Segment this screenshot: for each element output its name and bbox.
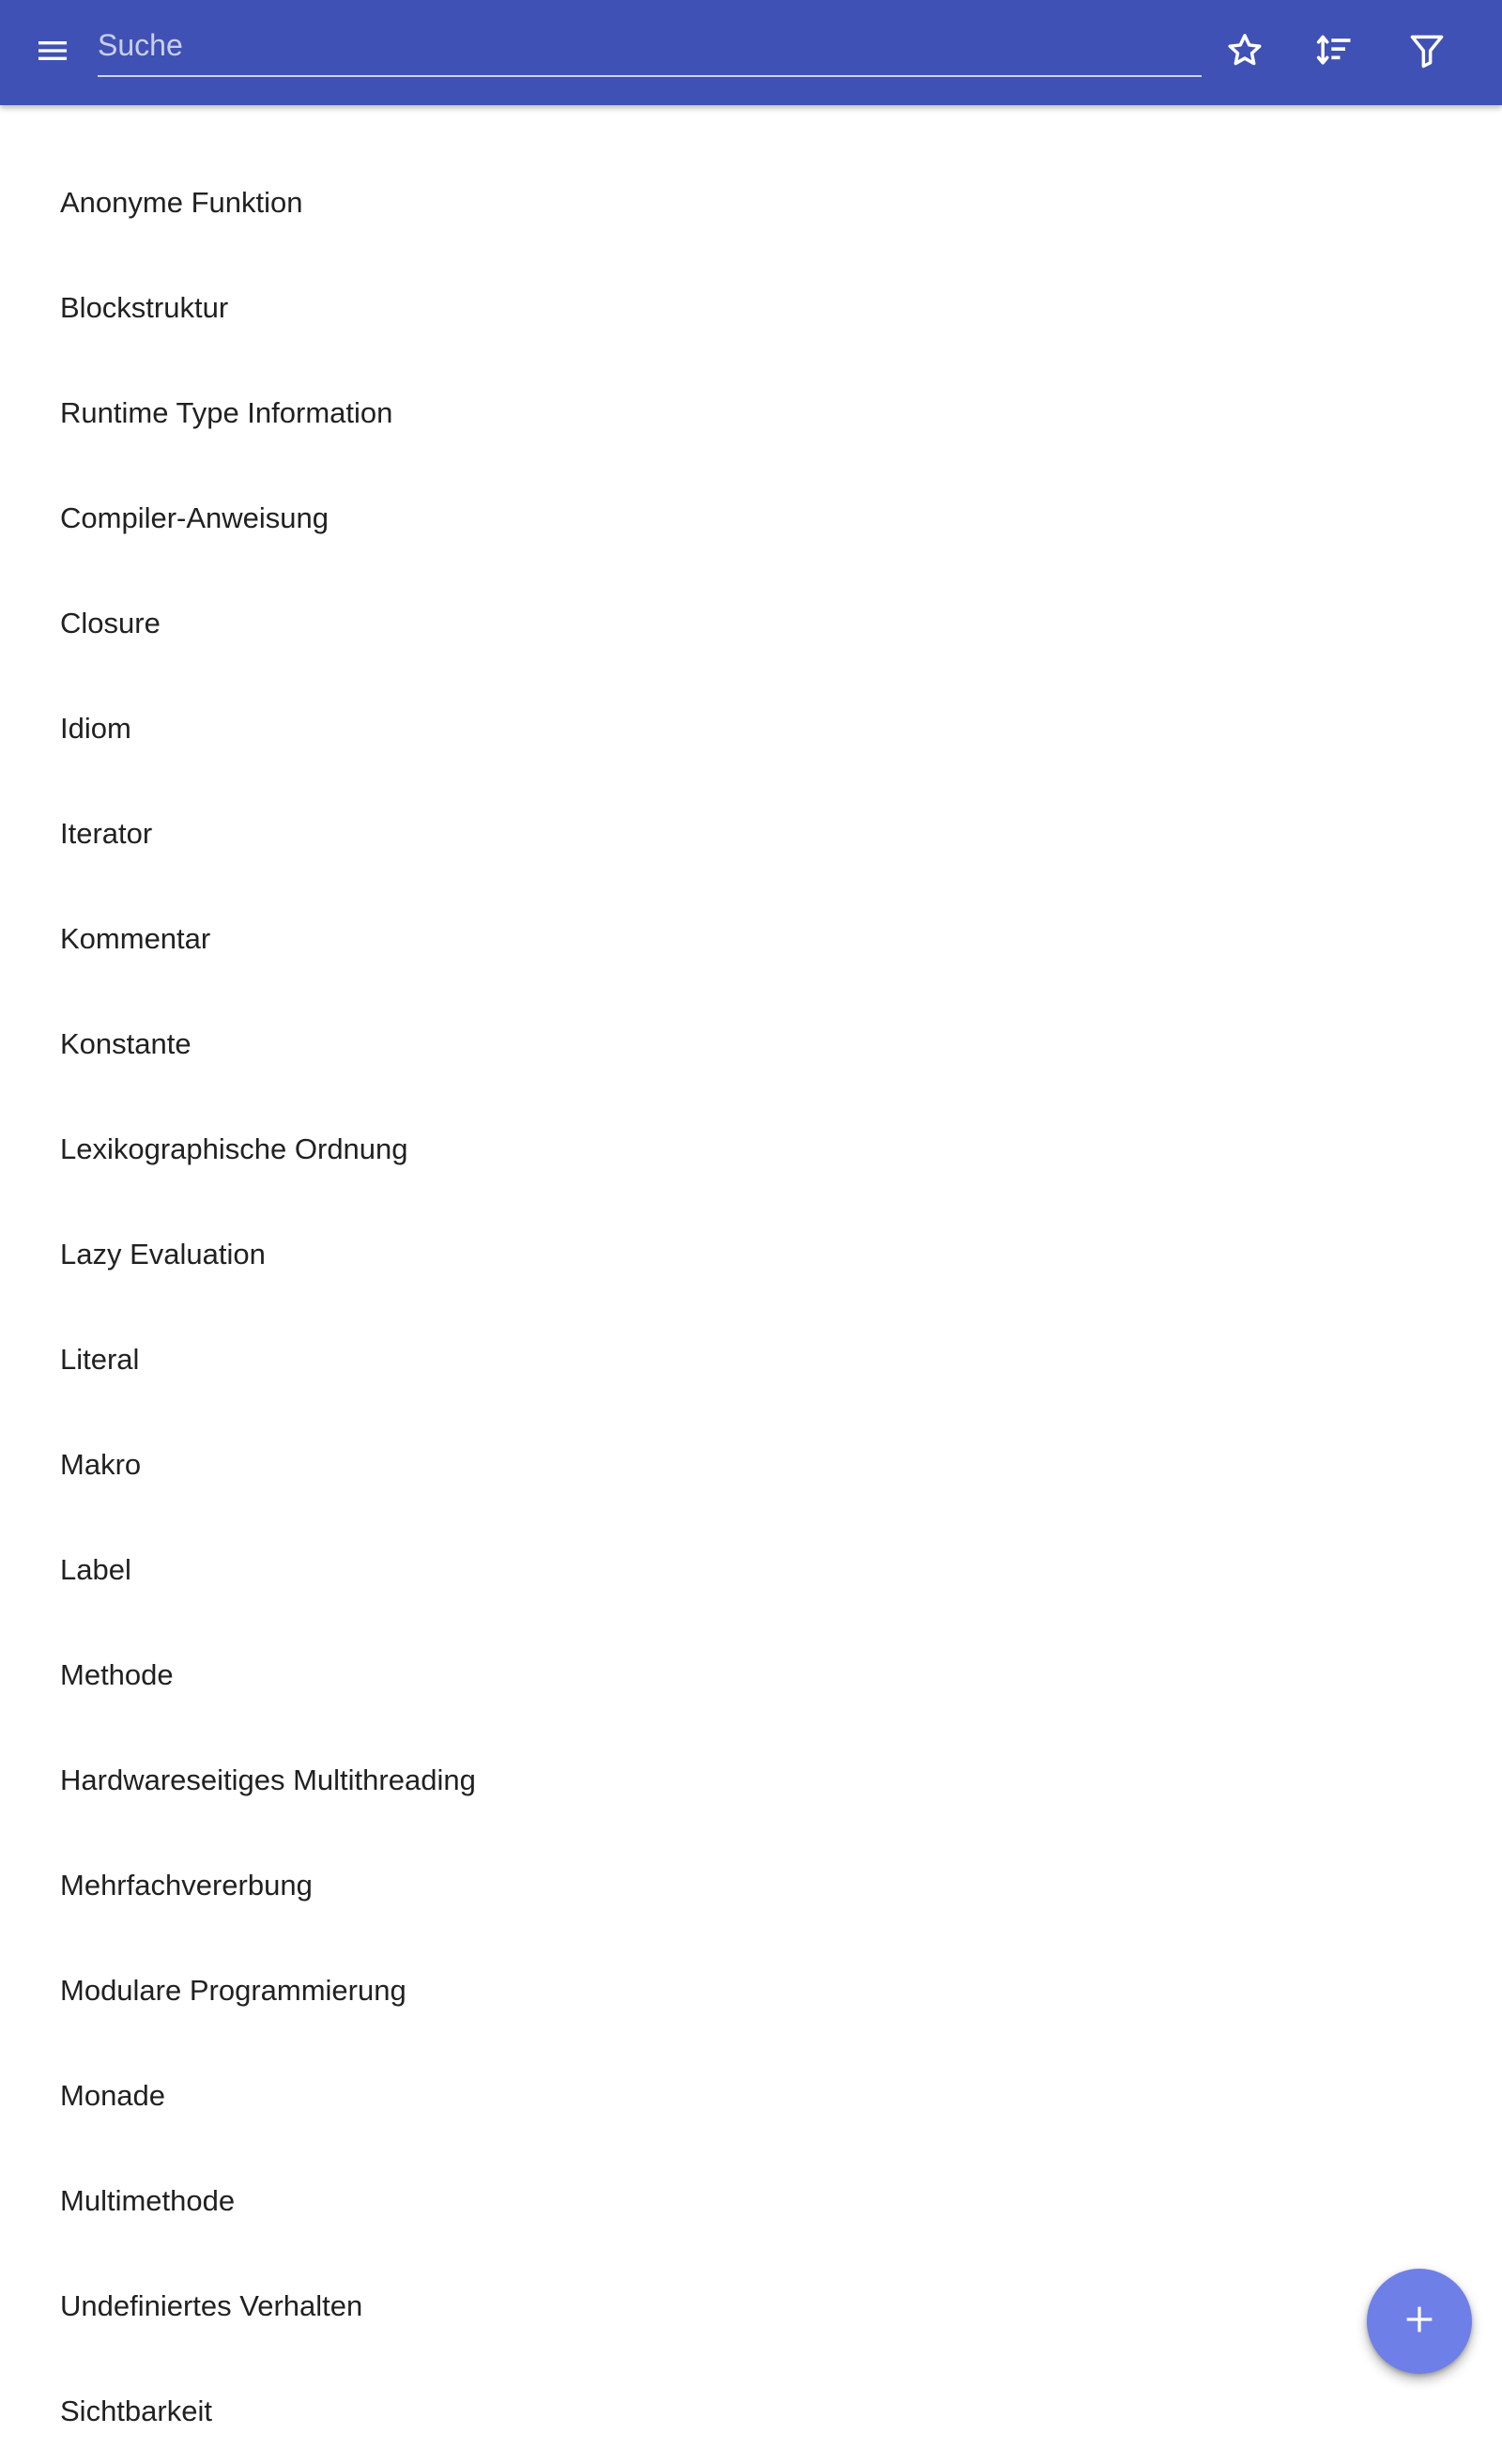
list-item-label: Sichtbarkeit xyxy=(60,2395,212,2427)
menu-icon xyxy=(34,32,71,74)
list-item[interactable] xyxy=(0,2148,1502,2254)
list-item-label: Closure xyxy=(60,607,161,639)
list-item-label: Methode xyxy=(60,1658,174,1691)
star-outline-icon xyxy=(1224,30,1265,76)
list-item[interactable] xyxy=(0,1517,1502,1623)
list-item-label: Kommentar xyxy=(60,922,211,955)
search-input[interactable] xyxy=(98,17,1202,73)
list-item[interactable] xyxy=(0,781,1502,886)
add-button[interactable] xyxy=(1367,2269,1472,2374)
list-item-label: Undefiniertes Verhalten xyxy=(60,2289,363,2322)
list-item[interactable] xyxy=(0,886,1502,992)
list-item-label: Literal xyxy=(60,1343,140,1376)
plus-icon xyxy=(1401,2301,1438,2343)
list-item-label: Runtime Type Information xyxy=(60,396,393,429)
list-item-label: Makro xyxy=(60,1448,142,1481)
list-item[interactable] xyxy=(0,150,1502,255)
list-item[interactable] xyxy=(0,2043,1502,2148)
list-item[interactable] xyxy=(0,1728,1502,1833)
list-item-label: Lazy Evaluation xyxy=(60,1238,266,1270)
list-item[interactable] xyxy=(0,255,1502,361)
app-bar xyxy=(0,0,1502,105)
list-item-label: Lexikographische Ordnung xyxy=(60,1132,408,1165)
list-item-label: Idiom xyxy=(60,712,131,745)
list-item-label: Konstante xyxy=(60,1027,192,1060)
menu-button[interactable] xyxy=(23,23,83,83)
list-item[interactable] xyxy=(0,1097,1502,1202)
list-item[interactable] xyxy=(0,1623,1502,1728)
term-list xyxy=(0,105,1502,2427)
sort-button[interactable] xyxy=(1305,23,1365,83)
list-item[interactable] xyxy=(0,676,1502,781)
list-item[interactable] xyxy=(0,1833,1502,1938)
list-item[interactable] xyxy=(0,1938,1502,2043)
favorites-button[interactable] xyxy=(1215,23,1275,83)
list-item[interactable] xyxy=(0,361,1502,466)
list-item-label: Anonyme Funktion xyxy=(60,186,303,219)
list-item[interactable] xyxy=(0,1307,1502,1412)
list-item[interactable] xyxy=(0,571,1502,676)
list-item-label: Iterator xyxy=(60,817,153,850)
list-item-label: Hardwareseitiges Multithreading xyxy=(60,1763,476,1796)
list-item[interactable] xyxy=(0,1412,1502,1517)
list-item-label: Mehrfachvererbung xyxy=(60,1869,313,1902)
list-item-label: Monade xyxy=(60,2079,166,2112)
search-field xyxy=(98,17,1202,77)
list-item-label: Multimethode xyxy=(60,2184,236,2217)
sort-icon xyxy=(1314,30,1356,76)
filter-button[interactable] xyxy=(1397,23,1457,83)
list-item-label: Label xyxy=(60,1553,131,1586)
list-item[interactable] xyxy=(0,992,1502,1097)
list-item[interactable] xyxy=(0,2359,1502,2464)
list-item[interactable] xyxy=(0,2254,1502,2359)
list-item-label: Blockstruktur xyxy=(60,291,229,324)
list-item[interactable] xyxy=(0,466,1502,571)
list-item-label: Compiler-Anweisung xyxy=(60,501,330,534)
list-item-label: Modulare Programmierung xyxy=(60,1974,406,2007)
list-item[interactable] xyxy=(0,1202,1502,1307)
filter-icon xyxy=(1406,30,1448,76)
